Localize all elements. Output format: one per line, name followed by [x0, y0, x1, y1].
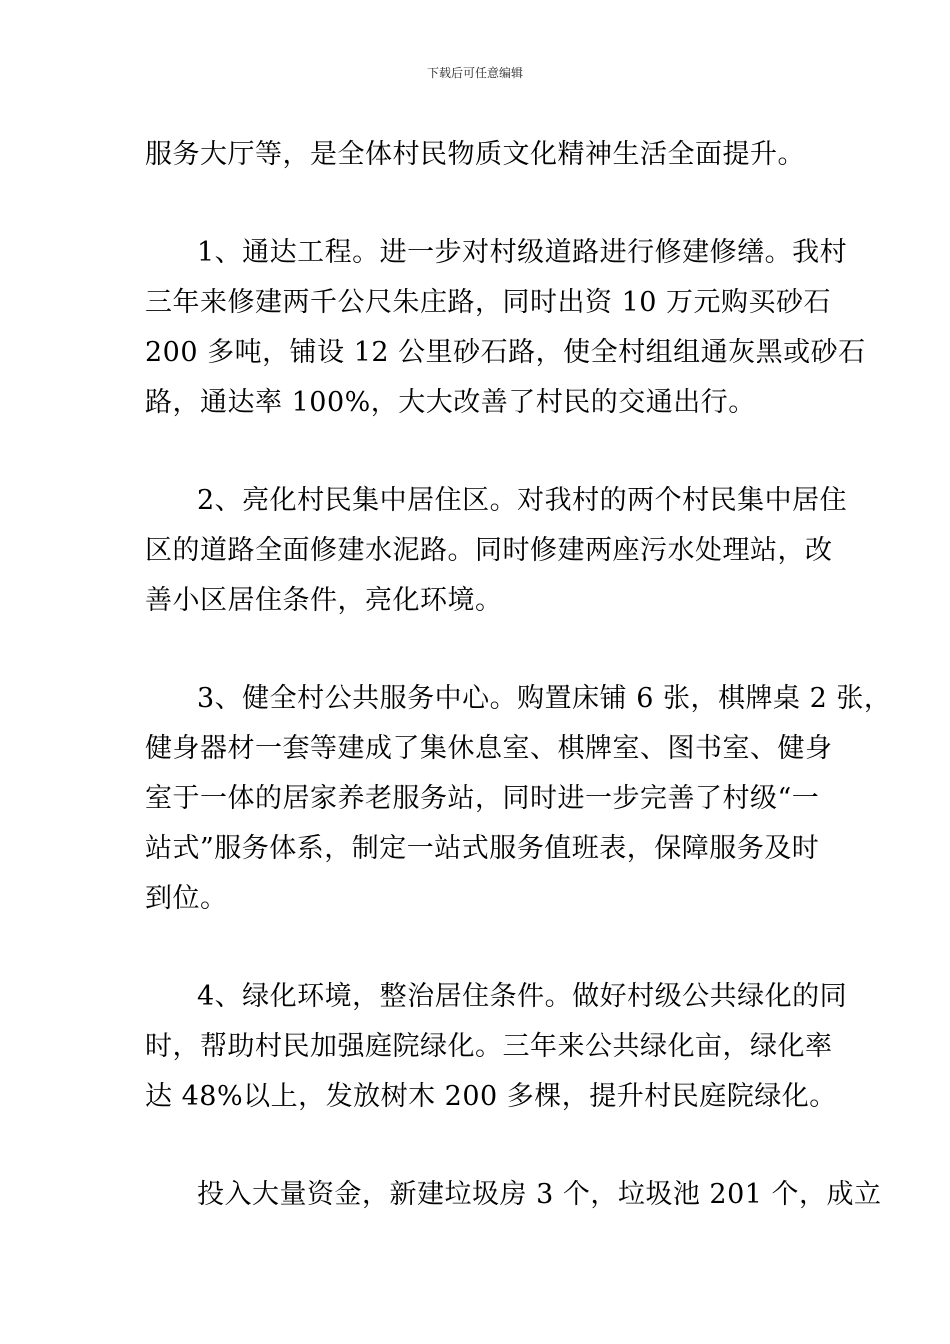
- paragraph-spacer: [145, 180, 810, 228]
- text-line: 2、亮化村民集中居住区。对我村的两个村民集中居住: [197, 485, 848, 516]
- text-line: 4、绿化环境，整治居住条件。做好村级公共绿化的同: [197, 981, 848, 1012]
- text-line: 区的道路全面修建水泥路。同时修建两座污水处理站，改: [145, 535, 833, 566]
- text-line: 达 48%以上，发放树木 200 多棵，提升村民庭院绿化。: [145, 1081, 837, 1112]
- document-body: [145, 130, 892, 1220]
- page-header-note: 下载后可任意编辑: [426, 66, 523, 80]
- text-line: 3、健全村公共服务中心。购置床铺 6 张，棋牌桌 2 张，: [197, 683, 892, 714]
- paragraph-spacer: [145, 924, 810, 972]
- text-line: 服务大厅等，是全体村民物质文化精神生活全面提升。: [145, 139, 805, 170]
- text-line: 站式”服务体系，制定一站式服务值班表，保障服务及时: [145, 833, 820, 864]
- text-line: 路，通达率 100%，大大改善了村民的交通出行。: [145, 387, 756, 418]
- text-line: 健身器材一套等建成了集休息室、棋牌室、图书室、健身: [145, 733, 833, 764]
- text-line: 到位。: [145, 883, 228, 914]
- text-line: 1、通达工程。进一步对村级道路进行修建修缮。我村: [197, 237, 848, 268]
- paragraph-spacer: [145, 626, 810, 674]
- paragraph-spacer: [145, 1122, 810, 1170]
- text-line: 善小区居住条件，亮化环境。: [145, 585, 503, 616]
- text-line: 200 多吨，铺设 12 公里砂石路，使全村组组通灰黑或砂石: [145, 337, 866, 368]
- text-line: 室于一体的居家养老服务站，同时进一步完善了村级“一: [145, 783, 820, 814]
- text-line: 投入大量资金，新建垃圾房 3 个，垃圾池 201 个，成立: [197, 1179, 882, 1210]
- paragraph-spacer: [145, 428, 810, 476]
- text-line: 时，帮助村民加强庭院绿化。三年来公共绿化亩，绿化率: [145, 1031, 833, 1062]
- text-line: 三年来修建两千公尺朱庄路，同时出资 10 万元购买砂石: [145, 287, 832, 318]
